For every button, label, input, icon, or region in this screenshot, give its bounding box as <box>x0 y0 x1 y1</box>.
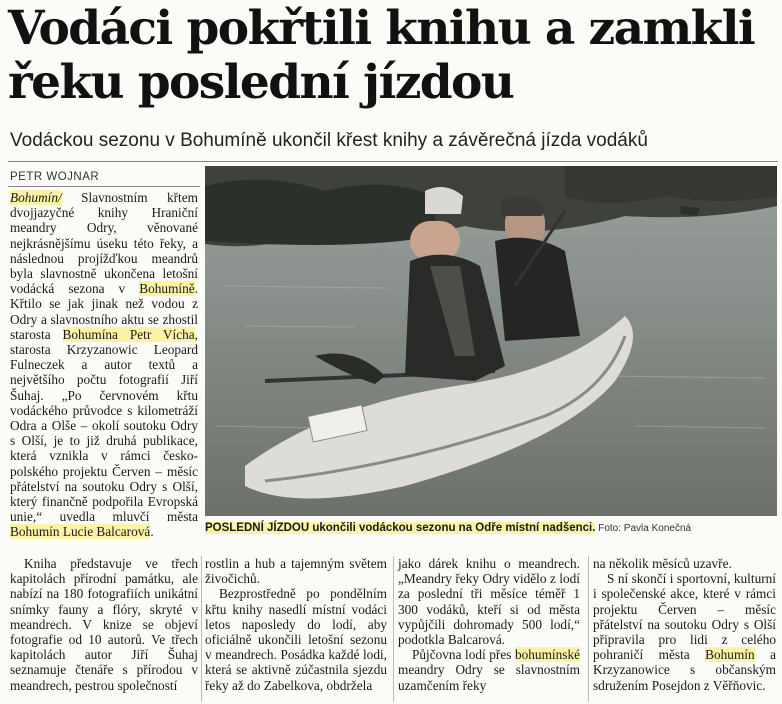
subtitle: Vodáckou sezonu v Bohumíně ukončil křest knihy a závěrečná jízda vodáků <box>10 130 648 151</box>
paragraph: rostlin a hub a tajemným světem živočichů. <box>205 556 387 587</box>
lead-text: Slavnostním křtem dvojjazyčné knihy Hraniční meandry Odry, věnované nejkrásnějšímu úseku této řeky, a následnou projížďkou meandrů byla slavnostně ukončena letošní vodácká sezona v <box>10 190 198 297</box>
headline: Vodáci pokřtili knihu a zamkli řeku poslední jízdou <box>8 1 755 110</box>
caption-lead: POSLEDNÍ JÍZDOU <box>205 522 310 534</box>
column-divider <box>201 556 202 702</box>
divider <box>8 161 778 162</box>
column-divider <box>588 556 589 702</box>
body-column-1 <box>10 556 198 693</box>
dateline: Bohumín/ <box>10 190 62 205</box>
paragraph: na několik měsíců uzavře. <box>593 556 732 571</box>
body-column-3 <box>398 556 580 693</box>
body-column-2 <box>205 556 387 693</box>
paragraph: Bezprostředně po pondělním křtu knihy nasedlí místní vodáci letos naposledy do lodí, aby oficiálně ukončili letošní sezonu v meandrech. Posádka každé lodi, která se aktivně zúčastnila sjezdu řeky až do Zabelkova, obdržela <box>205 586 387 693</box>
paragraph: jako dárek knihu o meandrech. „Meandry řeky Odry vidělo z lodí za poslední tři měsíce téměř 1 300 vodáků, kteří si od města vypůjčili dohromady 500 lodí,“ podotkla Balcarová. <box>398 556 580 648</box>
paragraph <box>593 571 776 693</box>
photo-caption <box>205 521 777 536</box>
highlight: Bohumíně <box>139 281 195 297</box>
text: Půjčovna lodí přes <box>412 647 515 663</box>
highlight: Bohumína Petr Vícha <box>62 326 195 342</box>
lead-column <box>10 190 198 540</box>
highlight: Bohumín <box>705 647 755 663</box>
paragraph: Kniha představuje ve třech kapitolách přírodní památku, ale nabízí na 180 fotografiích unikátní snímky fauny a flóry, skryté v meandrech. V knize se objeví fotografie od 10 autorů. Ve třech kapitolách autor Jiří Šuhaj seznamuje čtenáře s přírodou v meandrech, pestrou společností <box>10 556 198 693</box>
body-column-4 <box>593 556 776 693</box>
photo-credit: Foto: Pavla Konečná <box>595 523 692 534</box>
paragraph <box>398 647 580 693</box>
lead-text: , starosta Krzyzanowic Leopard Fulneczek a autor textů a největšího počtu fotografií Jiří Šuhaj. „Po červnovém křtu vodáckého průvodce s kilometráží Odra a Olše – okolí soutoku Odry s Olší, je to již druhá publikace, která vznikla v rámci česko-polského projektu Červen – měsíc přátelství na soutoku Odry s Olší, který finančně podpořila Evropská unie,“ uvedla mluvčí města <box>10 326 198 525</box>
canoe-photo-illustration <box>205 166 777 516</box>
highlight: Bohumín Lucie Balcarová <box>10 524 151 540</box>
text: S ní skončí i sportovní, kulturní i společenské akce, které v rámci projektu Červen – měsíc přátelství na soutoku Odry s Olší připravila pro lidi z celého pohraničí města <box>593 571 776 663</box>
text: a Krzyzanowice s občanským sdružením Posejdon z Věřňovic. <box>593 647 776 693</box>
caption-text: ukončili vodáckou sezonu na Odře místní nadšenci. <box>309 522 596 534</box>
article-photo <box>205 166 777 516</box>
text: meandry Odry se slavnostním uzamčením řeky <box>398 662 580 693</box>
author: PETR WOJNAR <box>10 171 100 183</box>
lead-text: . <box>150 524 154 540</box>
lead-text: . Křtilo se jak jinak než vodou z Odry a slavnostního aktu se zhostil starosta <box>10 281 198 342</box>
lead-paragraph <box>10 190 198 540</box>
column-divider <box>393 556 394 702</box>
highlight: bohumínské <box>514 647 580 663</box>
divider-author <box>8 186 200 187</box>
